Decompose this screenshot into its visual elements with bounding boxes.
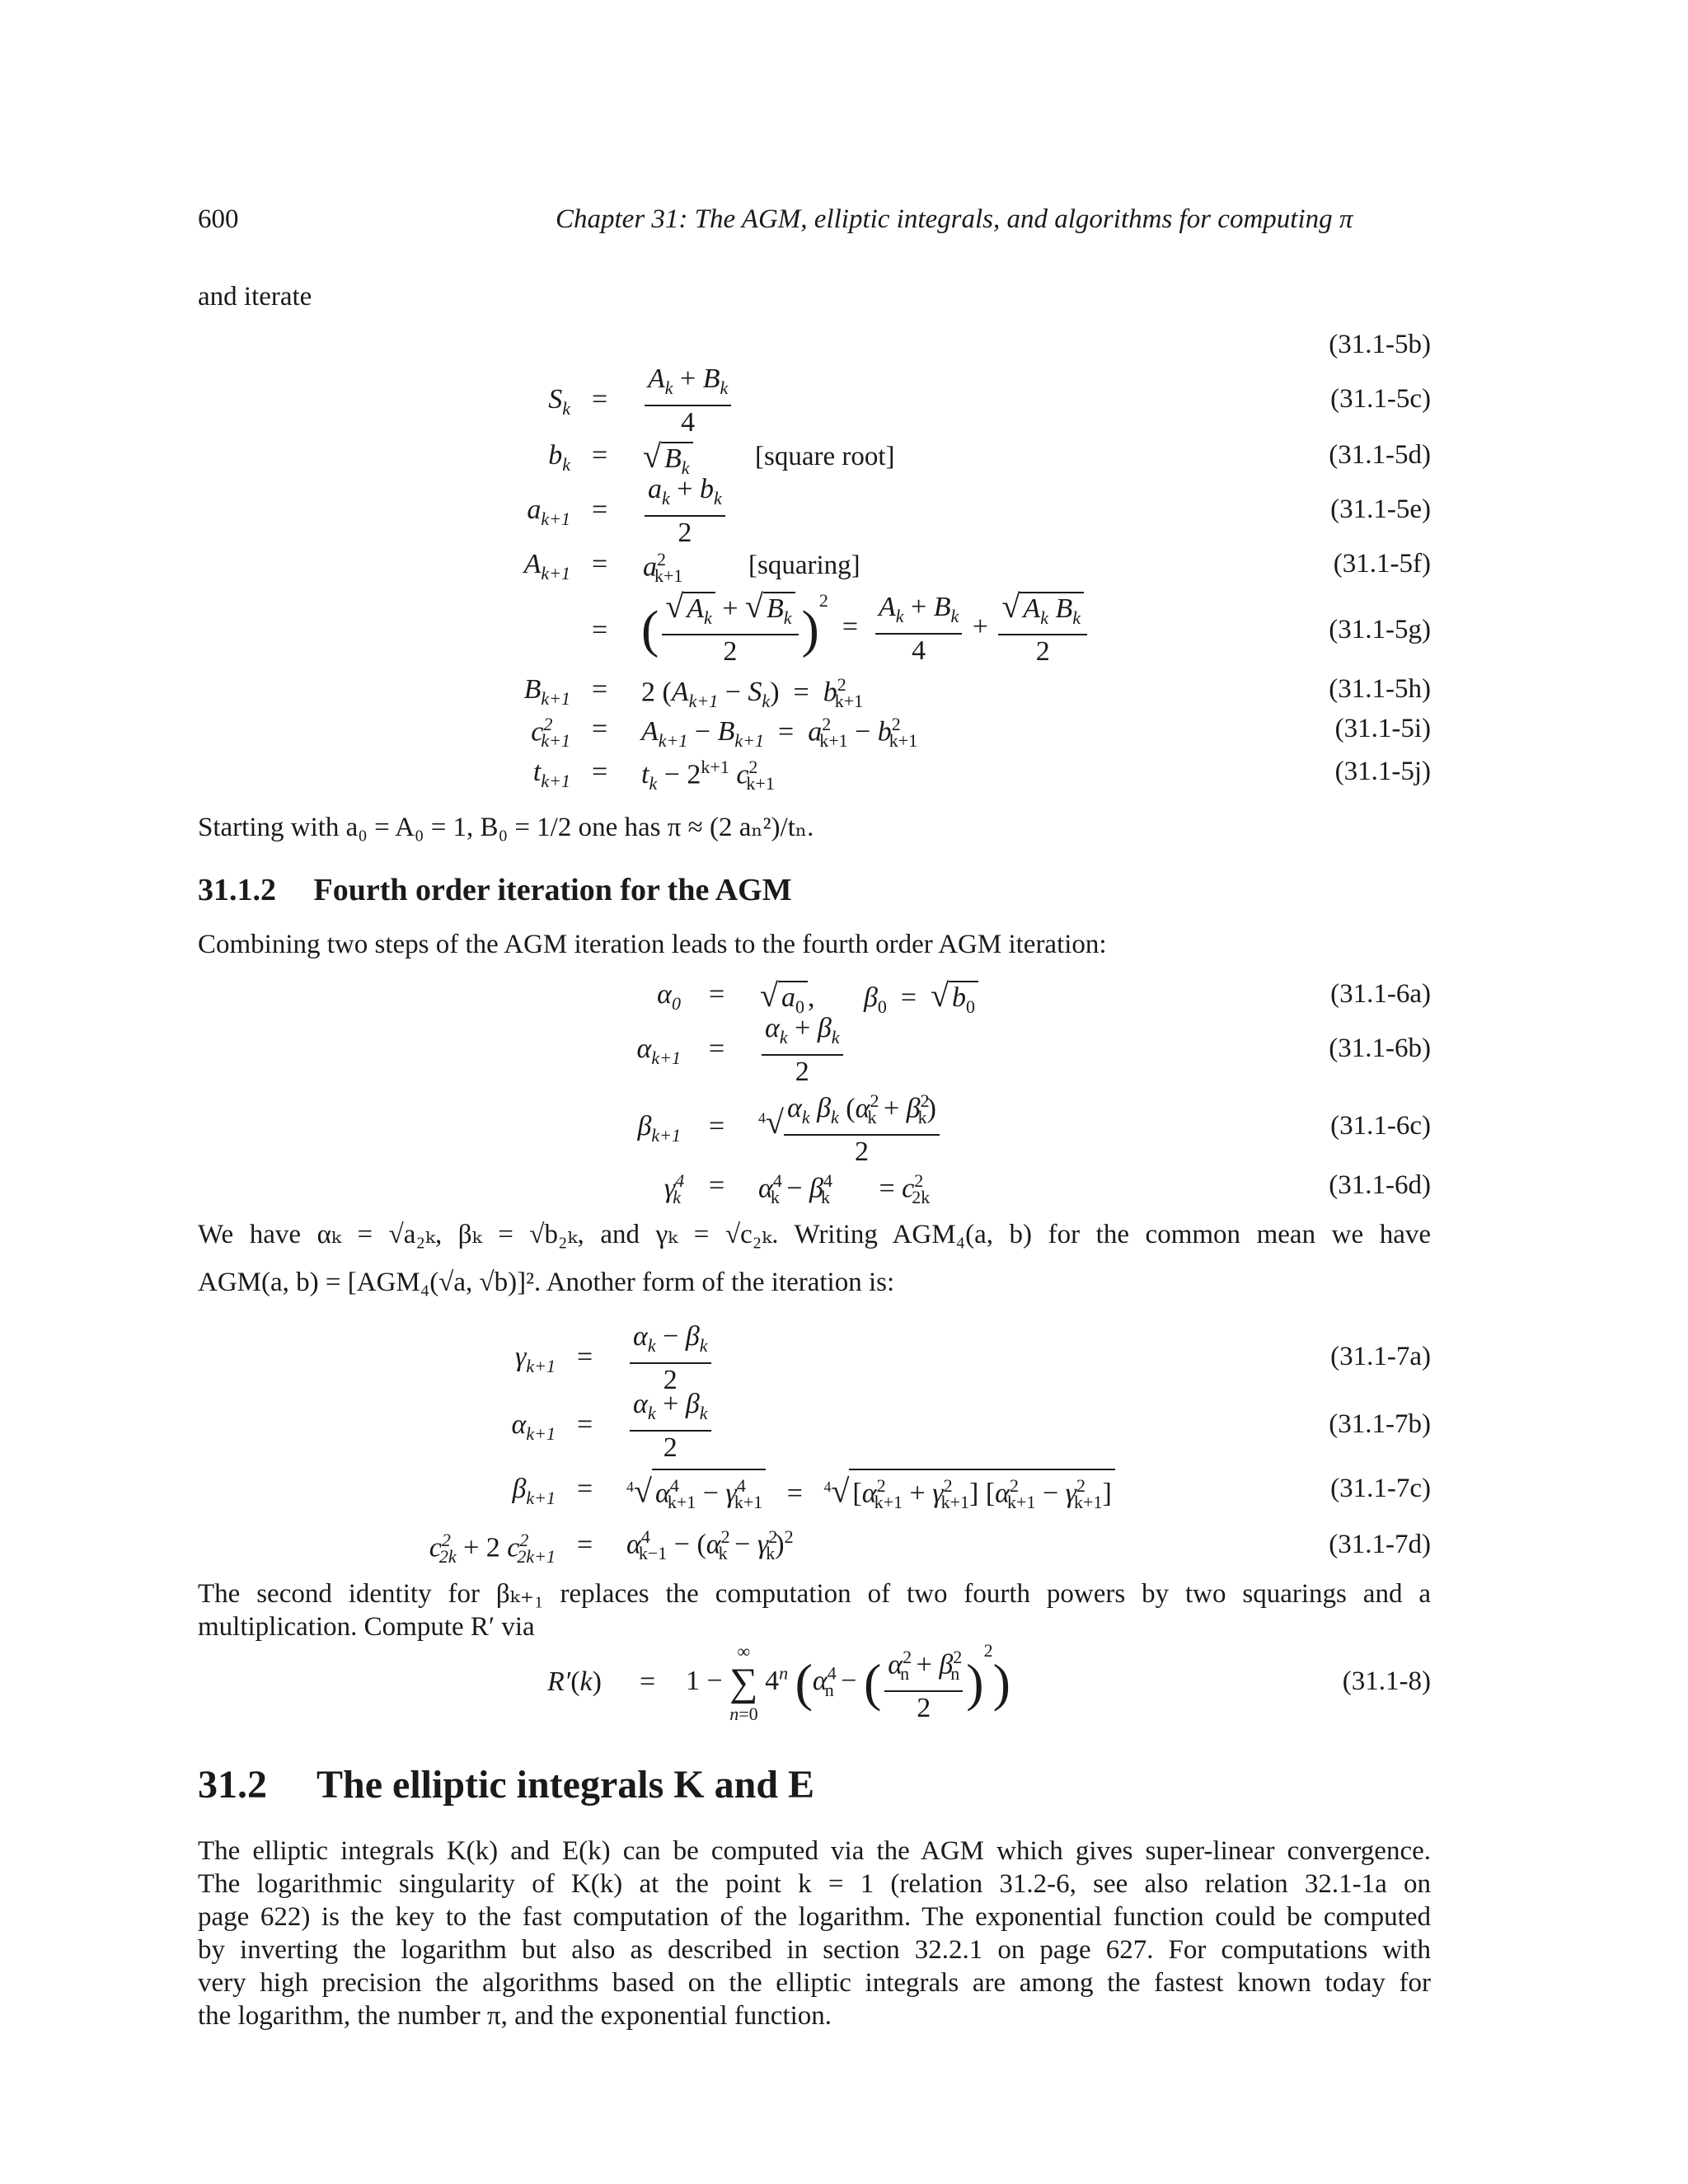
paragraph-line: page 622) is the key to the fast computation of the logarithm. The exponential function could be computed [198,1902,1431,1932]
eq-number: (31.1-5c) [1330,384,1431,414]
paragraph-line: very high precision the algorithms based on the elliptic integrals are among the fastest known today for [198,1968,1431,1998]
eq-rhs: ( $\frac{√ A_k + √ B_k}{2}$ )$^2$ = $\frac{A_k + B_k}{4}$ + $\frac{√ A_k B_k}{2}$ [641,590,1090,668]
eq-rhs: $t_k - 2^{k+1}$ $c^2_{k+1}$ [641,757,775,794]
paragraph-line: the logarithm, the number π, and the exponential function. [198,2001,832,2031]
eq-lhs: $c^2_{k+1}$ [531,714,570,752]
eq-lhs: $a_{k+1}$ [527,494,570,529]
eq-sign: = [592,440,608,471]
eq-number: (31.1-6a) [1330,979,1431,1009]
eq-rhs: $^4$√ $\alpha^4_{k+1} - \gamma^4_{k+1} = ^4√$ $[\alpha^2_{k+1} + \gamma^2_{k+1}] [\alpha^2_{k+1} - \gamma^2_{k+1}]$ [626,1469,1115,1518]
eq-rhs: 1 − ∞ ∑ n=0 4$^n$ ($\alpha^4_n$ − ( $\frac{\alpha^2_n + \beta^2_n}{2}$ )$^2$) [686,1640,1010,1724]
starting-line: Starting with a₀ = A₀ = 1, B₀ = 1/2 one has π ≈ (2 aₙ²)/tₙ. [198,813,814,842]
eq-sign: = [709,979,725,1010]
eq-number: (31.1-5b) [1329,330,1431,359]
section-title: The elliptic integrals K and E [316,1763,815,1807]
eq-number: (31.1-5i) [1334,714,1431,743]
eq-sign: = [709,1170,725,1201]
eq-sign: = [709,1033,725,1064]
eq-number: (31.1-7a) [1330,1342,1431,1371]
eq-sign: = [592,714,608,744]
eq-number: (31.1-6d) [1329,1170,1431,1200]
eq-lhs: $b_k$ [548,440,570,475]
paragraph-second-identity [198,1577,1431,1643]
running-title: Chapter 31: The AGM, elliptic integrals, and algorithms for computing π [556,204,1353,234]
eq-sign: = [577,1409,593,1440]
eq-lhs: $\gamma_{k+1}$ [514,1342,556,1376]
eq-sign: = [592,384,608,415]
eq-number: (31.1-8) [1342,1666,1431,1696]
eq-rhs: $\alpha^4_k - \beta^4_k$ = $c^2_{2k}$ [758,1170,931,1208]
eq-rhs: 2 $(A_{k+1} - S_k) = b^2_{k+1}$ [641,674,864,712]
paragraph-elliptic [198,1835,1431,2032]
eq-lhs: $S_k$ [548,384,570,419]
eq-rhs: √ $a_0$ , $\beta_0$ = √ $b_0$ [760,976,978,1023]
eq-rhs: $\frac{\alpha_k + \beta_k}{2}$ [758,1012,846,1089]
eq-rhs: $^4$√ $\frac{\alpha_k \beta_k (\alpha^2_k + \beta^2_k)}{2}$ [758,1085,943,1169]
eq-lhs: $\alpha_{k+1}$ [636,1033,681,1068]
eq-sign: = [577,1530,593,1560]
eq-rhs: √ $B_k$ [643,437,693,484]
eq-sign: = [577,1342,593,1372]
eq-lhs: $B_{k+1}$ [523,674,570,709]
eq-lhs: $\alpha_0$ [657,979,681,1014]
eq-rhs: $\alpha^4_{k-1} - (\alpha^2_k - \gamma^2_k)^2$ [626,1526,794,1564]
eq-number: (31.1-5e) [1330,494,1431,524]
eq-number: (31.1-5d) [1329,440,1431,470]
eq-number: (31.1-7c) [1330,1474,1431,1503]
note-squaring: [squaring] [748,551,860,580]
section-number: 31.2 [198,1763,267,1807]
paragraph-line: by inverting the logarithm but also as described in section 32.2.1 on page 627. For computations with [198,1935,1431,1965]
eq-lhs: $c^2_{2k} + 2$ $c^2_{2k+1}$ [429,1530,556,1568]
subsection-title: Fourth order iteration for the AGM [313,873,792,907]
paragraph-line: multiplication. Compute R′ via [198,1612,535,1642]
subsection-number: 31.1.2 [198,873,276,907]
eq-number: (31.1-7d) [1329,1530,1431,1559]
subsection-intro: Combining two steps of the AGM iteration leads to the fourth order AGM iteration: [198,930,1107,959]
page-number: 600 [198,204,239,234]
paragraph-line: AGM(a, b) = [AGM₄(√a, √b)]². Another form of the iteration is: [198,1268,895,1297]
eq-lhs: $t_{k+1}$ [532,757,570,791]
paragraph-line: The elliptic integrals K(k) and E(k) can be computed via the AGM which gives super-linear convergence. [198,1836,1431,1866]
eq-rhs: $\frac{\alpha_k - \beta_k}{2}$ [626,1320,715,1397]
intro-text: and iterate [198,282,312,312]
eq-lhs: $\alpha_{k+1}$ [511,1409,556,1444]
eq-sign: = [640,1666,656,1697]
paragraph-line: We have αₖ = √a₂ₖ, βₖ = √b₂ₖ, and γₖ = √c₂ₖ. Writing AGM₄(a, b) for the common mean we have [198,1220,1431,1249]
eq-rhs: $\frac{\alpha_k + \beta_k}{2}$ [626,1388,715,1465]
note-square-root: [square root] [755,442,895,471]
eq-rhs: $a^2_{k+1}$ [643,549,683,587]
paragraph-we-have [198,1218,1431,1299]
eq-number: (31.1-7b) [1329,1409,1431,1439]
eq-number: (31.1-6b) [1329,1033,1431,1063]
eq-lhs: R′(k) [547,1666,602,1697]
paragraph-line: The logarithmic singularity of K(k) at the point k = 1 (relation 31.2-6, see also relation 32.1-1a on [198,1869,1431,1899]
eq-sign: = [592,494,608,525]
eq-rhs: $A_{k+1} - B_{k+1} = a^2_{k+1} - b^2_{k+1}$ [641,714,918,752]
eq-sign: = [592,674,608,705]
eq-lhs: $A_{k+1}$ [523,549,570,583]
eq-number: (31.1-5h) [1329,674,1431,704]
eq-sign: = [592,549,608,579]
eq-number: (31.1-5g) [1329,615,1431,644]
eq-number: (31.1-6c) [1330,1111,1431,1141]
eq-rhs: $\frac{a_k + b_k}{2}$ [641,473,729,550]
eq-rhs: $\frac{A_k + B_k}{4}$ [641,363,734,439]
eq-number: (31.1-5f) [1333,549,1431,579]
eq-lhs: $\gamma^4_k$ [663,1170,685,1208]
eq-number: (31.1-5j) [1334,757,1431,786]
eq-sign: = [577,1474,593,1504]
eq-sign: = [709,1111,725,1141]
eq-lhs: $\beta_{k+1}$ [637,1111,681,1146]
paragraph-line: The second identity for βₖ₊₁ replaces the computation of two fourth powers by two squarings and a [198,1579,1431,1609]
subsection-heading [198,872,792,908]
eq-lhs: $\beta_{k+1}$ [512,1474,556,1508]
section-heading [198,1762,814,1807]
eq-sign: = [592,615,608,645]
eq-sign: = [592,757,608,787]
